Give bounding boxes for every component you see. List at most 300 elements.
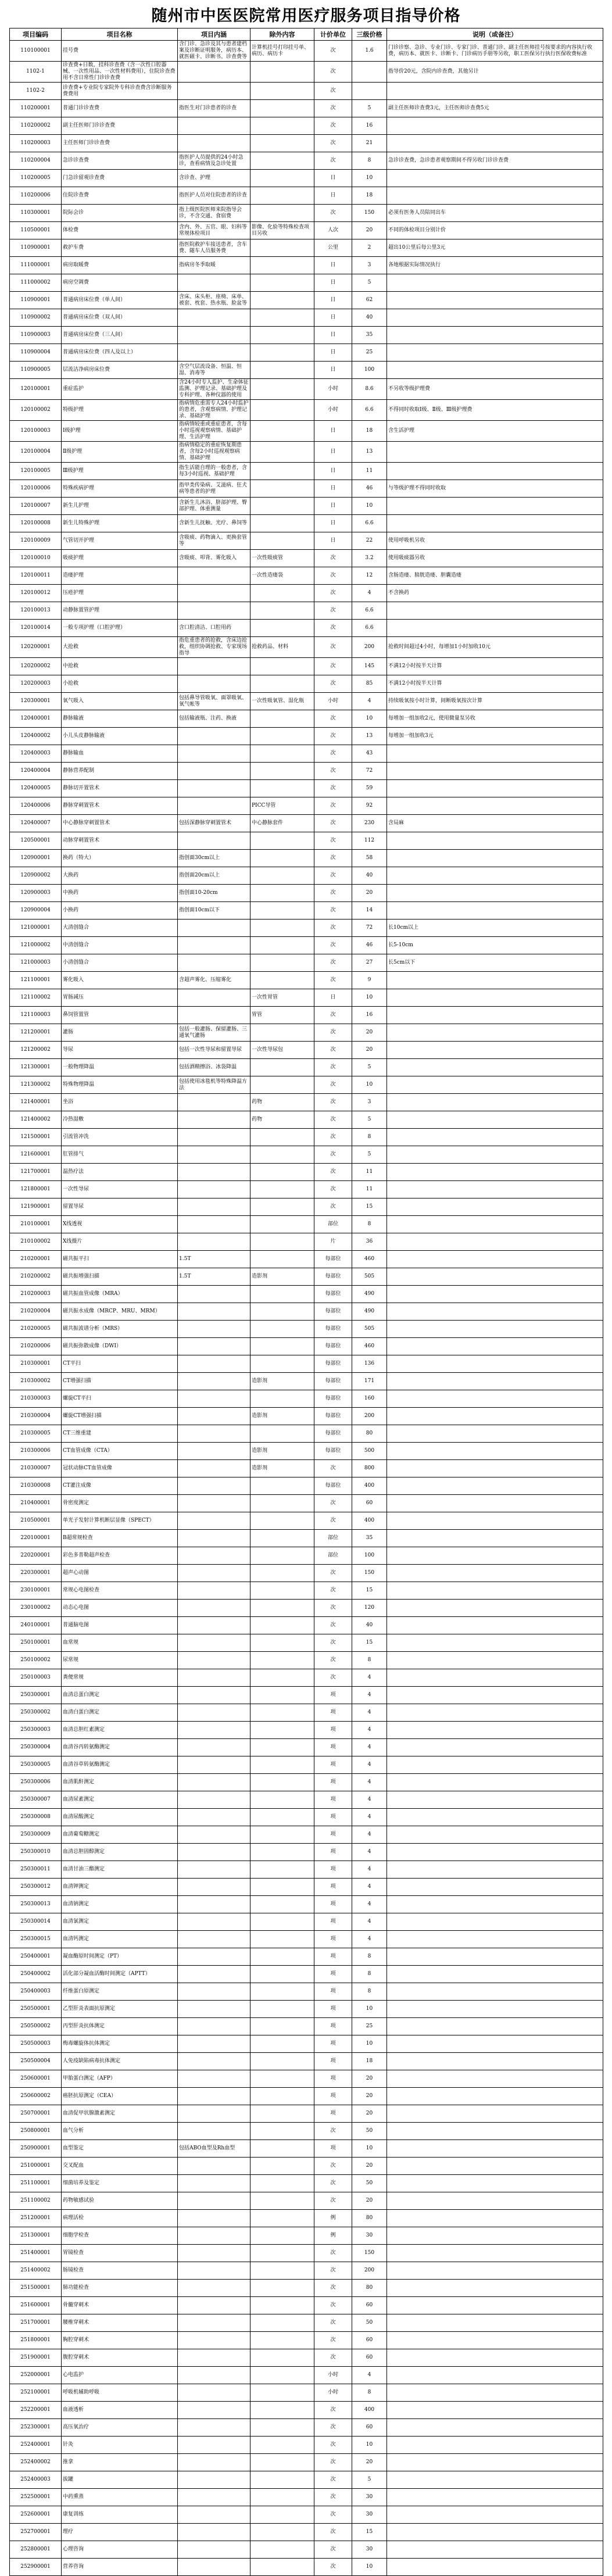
cell-notes: 超出10公里后每公里3元	[387, 239, 603, 257]
cell-unit: 次	[314, 972, 352, 989]
cell-price: 4	[352, 1687, 387, 1704]
table-row	[10, 2070, 603, 2088]
cell-notes: 不得同时收取Ⅰ级、Ⅱ级、Ⅲ级护理费	[387, 400, 603, 421]
cell-price: 35	[352, 327, 387, 344]
cell-code: 120900002	[10, 867, 62, 885]
cell-content	[178, 1181, 250, 1198]
cell-content	[178, 1582, 250, 1600]
cell-unit: 次	[314, 2314, 352, 2332]
cell-name: 冷热湿敷	[62, 1111, 178, 1129]
cell-price: 27	[352, 954, 387, 972]
cell-code: 210200001	[10, 1251, 62, 1268]
table-row	[10, 658, 603, 675]
cell-code: 120100002	[10, 400, 62, 421]
cell-excluded	[250, 205, 314, 222]
cell-name: 大清创缝合	[62, 920, 178, 937]
cell-content	[178, 2105, 250, 2123]
cell-content	[178, 1844, 250, 1861]
cell-name: 螺旋CT平扫	[62, 1390, 178, 1408]
cell-notes	[387, 2419, 603, 2437]
cell-price: 8	[352, 1966, 387, 1983]
cell-notes	[387, 1948, 603, 1966]
cell-name: 血清氯测定	[62, 1913, 178, 1931]
cell-content	[178, 2001, 250, 2018]
table-row	[10, 710, 603, 728]
cell-code: 120100007	[10, 498, 62, 515]
cell-notes	[387, 2123, 603, 2140]
table-row	[10, 2384, 603, 2402]
cell-excluded: 中心静脉套件	[250, 815, 314, 832]
cell-content	[178, 937, 250, 954]
cell-content	[178, 2158, 250, 2175]
cell-code: 110200005	[10, 170, 62, 187]
col-header-notes: 说明（或备注）	[387, 28, 603, 41]
cell-name: 血清总胆红素测定	[62, 1722, 178, 1739]
cell-unit: 次	[314, 1164, 352, 1181]
table-row	[10, 2053, 603, 2070]
cell-price: 4	[352, 1861, 387, 1879]
table-row	[10, 2349, 603, 2367]
cell-name: 骨密度测定	[62, 1495, 178, 1512]
cell-name: 诊查费+专业院专家院外专科诊查费含诊断服务费费用	[62, 83, 178, 100]
cell-content: 指医生对门诊患者的诊查	[178, 100, 250, 117]
cell-price: 60	[352, 2332, 387, 2349]
table-row	[10, 1687, 603, 1704]
cell-content	[178, 1129, 250, 1146]
cell-notes	[387, 1826, 603, 1844]
cell-price: 112	[352, 832, 387, 850]
cell-notes	[387, 1756, 603, 1774]
cell-unit: 次	[314, 2402, 352, 2419]
cell-price: 80	[352, 1425, 387, 1443]
cell-code: 251400001	[10, 2245, 62, 2262]
cell-content	[178, 1879, 250, 1896]
table-row	[10, 1198, 603, 1216]
cell-notes	[387, 885, 603, 902]
cell-content	[178, 309, 250, 327]
cell-notes: 持续吸氧按小时计算，间断吸氧按次计算	[387, 693, 603, 710]
cell-excluded	[250, 885, 314, 902]
table-row	[10, 1164, 603, 1181]
cell-price: 10	[352, 2035, 387, 2053]
cell-name: 动静脉置管护理	[62, 602, 178, 620]
cell-price: 145	[352, 658, 387, 675]
cell-name: 气管切开护理	[62, 532, 178, 550]
cell-name: 肠镜检查	[62, 2262, 178, 2280]
cell-content	[178, 1704, 250, 1722]
cell-unit: 项	[314, 2070, 352, 2088]
cell-name: 一般物理降温	[62, 1059, 178, 1076]
cell-content	[178, 1687, 250, 1704]
cell-notes	[387, 2559, 603, 2576]
cell-notes	[387, 1111, 603, 1129]
cell-excluded	[250, 2018, 314, 2035]
cell-excluded	[250, 832, 314, 850]
cell-unit: 次	[314, 1652, 352, 1669]
cell-code: 251800001	[10, 2332, 62, 2349]
table-row	[10, 1443, 603, 1460]
cell-unit: 项	[314, 1774, 352, 1791]
cell-content: 指病房冬季取暖	[178, 257, 250, 274]
table-row	[10, 1495, 603, 1512]
table-row	[10, 1722, 603, 1739]
cell-content	[178, 1146, 250, 1164]
cell-price: 3	[352, 1094, 387, 1111]
cell-name: 普通病房床位费（四人及以上）	[62, 344, 178, 362]
cell-content: 包括ABO血型及Rh血型	[178, 2140, 250, 2158]
cell-unit: 次	[314, 2349, 352, 2367]
cell-notes	[387, 1739, 603, 1756]
cell-code: 252400002	[10, 2454, 62, 2471]
table-row	[10, 1390, 603, 1408]
cell-price: 20	[352, 2158, 387, 2175]
cell-unit: 项	[314, 1809, 352, 1826]
table-row	[10, 362, 603, 379]
cell-name: 院际会诊	[62, 205, 178, 222]
cell-unit: 例	[314, 2210, 352, 2227]
cell-excluded	[250, 780, 314, 797]
cell-unit: 次	[314, 1495, 352, 1512]
cell-notes	[387, 2454, 603, 2471]
cell-notes	[387, 1286, 603, 1303]
cell-excluded	[250, 1425, 314, 1443]
cell-code: 210200005	[10, 1321, 62, 1338]
cell-name: 温热疗法	[62, 1164, 178, 1181]
cell-content	[178, 675, 250, 693]
table-row	[10, 902, 603, 920]
cell-excluded	[250, 937, 314, 954]
cell-content	[178, 135, 250, 152]
table-row	[10, 745, 603, 763]
cell-code: 250500004	[10, 2053, 62, 2070]
cell-notes: 长5cm以下	[387, 954, 603, 972]
cell-name: 胃镜检查	[62, 2245, 178, 2262]
cell-price: 20	[352, 222, 387, 239]
cell-notes	[387, 2280, 603, 2297]
cell-content	[178, 2419, 250, 2437]
cell-unit: 次	[314, 780, 352, 797]
cell-notes	[387, 2035, 603, 2053]
cell-price: 100	[352, 1547, 387, 1565]
cell-name: 中换药	[62, 885, 178, 902]
cell-unit: 次	[314, 2297, 352, 2314]
cell-excluded: 药物	[250, 1094, 314, 1111]
cell-excluded	[250, 2123, 314, 2140]
cell-notes	[387, 832, 603, 850]
cell-notes	[387, 2227, 603, 2245]
cell-price: 5	[352, 2471, 387, 2489]
cell-unit: 每部位	[314, 1251, 352, 1268]
cell-price: 3.2	[352, 550, 387, 567]
cell-unit: 片	[314, 1233, 352, 1251]
cell-name: 病房取暖费	[62, 257, 178, 274]
cell-name: 磁共振血管成像（MRA）	[62, 1286, 178, 1303]
cell-unit: 日	[314, 170, 352, 187]
cell-price: 10	[352, 2001, 387, 2018]
table-row	[10, 1042, 603, 1059]
cell-notes	[387, 83, 603, 100]
cell-excluded	[250, 2158, 314, 2175]
cell-notes	[387, 2367, 603, 2384]
cell-content: 包括一次性导尿和留置导尿	[178, 1042, 250, 1059]
cell-code: 110900001	[10, 239, 62, 257]
cell-unit: 次	[314, 1600, 352, 1617]
cell-price: 460	[352, 1251, 387, 1268]
cell-name: 磁共振平扫	[62, 1251, 178, 1268]
cell-excluded	[250, 1913, 314, 1931]
cell-price: 13	[352, 442, 387, 463]
cell-content	[178, 2402, 250, 2419]
cell-notes	[387, 1321, 603, 1338]
cell-price: 59	[352, 780, 387, 797]
cell-content: 指甲类传染病、艾滋病、狂犬病等患者的护理	[178, 480, 250, 498]
cell-content	[178, 602, 250, 620]
cell-notes	[387, 1565, 603, 1582]
cell-notes	[387, 2018, 603, 2035]
cell-price: 15	[352, 1634, 387, 1652]
cell-excluded	[250, 100, 314, 117]
cell-content	[178, 1164, 250, 1181]
cell-price: 8	[352, 2384, 387, 2402]
table-row	[10, 2541, 603, 2559]
cell-excluded	[250, 745, 314, 763]
cell-unit: 次	[314, 62, 352, 83]
cell-price: 72	[352, 920, 387, 937]
cell-content: 1.5T	[178, 1251, 250, 1268]
cell-unit: 次	[314, 2158, 352, 2175]
cell-name: 中清创缝合	[62, 937, 178, 954]
cell-name: Ⅲ级护理	[62, 463, 178, 480]
cell-price: 22	[352, 532, 387, 550]
cell-name: 特殊疾病护理	[62, 480, 178, 498]
cell-price: 80	[352, 2280, 387, 2297]
cell-content	[178, 2524, 250, 2541]
cell-name: 氧气吸入	[62, 693, 178, 710]
cell-name: 营养咨询	[62, 2559, 178, 2576]
cell-name: 一次性导尿	[62, 1181, 178, 1198]
table-row	[10, 62, 603, 83]
cell-price: 46	[352, 480, 387, 498]
cell-code: 251400002	[10, 2262, 62, 2280]
cell-notes	[387, 2053, 603, 2070]
cell-code: 121200001	[10, 1024, 62, 1042]
cell-unit: 次	[314, 867, 352, 885]
cell-code: 250400002	[10, 1966, 62, 1983]
table-row	[10, 1634, 603, 1652]
cell-notes	[387, 515, 603, 532]
cell-notes	[387, 1251, 603, 1268]
table-row	[10, 832, 603, 850]
cell-name: 胸腔穿刺术	[62, 2332, 178, 2349]
cell-excluded	[250, 1861, 314, 1879]
cell-notes	[387, 1198, 603, 1216]
cell-price: 8	[352, 152, 387, 170]
cell-content: 指病情危重需专人24小时监护的患者，含观察病情、护理记录、基础护理	[178, 400, 250, 421]
cell-excluded	[250, 327, 314, 344]
cell-excluded	[250, 1704, 314, 1722]
table-row	[10, 937, 603, 954]
cell-excluded	[250, 2192, 314, 2210]
cell-price: 10	[352, 2559, 387, 2576]
cell-price: 60	[352, 2349, 387, 2367]
cell-price: 8	[352, 1948, 387, 1966]
cell-notes	[387, 1355, 603, 1373]
cell-name: 特级护理	[62, 400, 178, 421]
cell-code: 120400001	[10, 710, 62, 728]
table-row	[10, 1338, 603, 1355]
cell-code: 250300001	[10, 1687, 62, 1704]
cell-excluded	[250, 170, 314, 187]
cell-name: X线摄片	[62, 1233, 178, 1251]
cell-excluded: 计算机挂号打印挂号单、病历、病历卡	[250, 41, 314, 62]
table-row	[10, 2314, 603, 2332]
table-row	[10, 585, 603, 602]
table-row	[10, 498, 603, 515]
cell-notes	[387, 989, 603, 1007]
table-row	[10, 1931, 603, 1948]
cell-notes	[387, 1338, 603, 1355]
cell-notes	[387, 2471, 603, 2489]
cell-content	[178, 1390, 250, 1408]
cell-excluded	[250, 62, 314, 83]
cell-content: 包括输液瓶、注药、换液	[178, 710, 250, 728]
cell-excluded: 造影剂	[250, 1268, 314, 1286]
table-row	[10, 1268, 603, 1286]
cell-content	[178, 2175, 250, 2192]
cell-unit: 项	[314, 1983, 352, 2001]
cell-content	[178, 1756, 250, 1774]
cell-notes	[387, 972, 603, 989]
cell-unit: 项	[314, 1879, 352, 1896]
cell-unit: 项	[314, 1966, 352, 1983]
cell-name: 压疮护理	[62, 585, 178, 602]
cell-excluded: 一次性胃管	[250, 989, 314, 1007]
cell-content	[178, 1931, 250, 1948]
table-row	[10, 170, 603, 187]
cell-excluded	[250, 463, 314, 480]
cell-name: 血清钾测定	[62, 1879, 178, 1896]
cell-code: 120400003	[10, 745, 62, 763]
cell-price: 46	[352, 937, 387, 954]
cell-excluded	[250, 2105, 314, 2123]
cell-code: 210300004	[10, 1408, 62, 1425]
cell-unit: 项	[314, 2001, 352, 2018]
cell-notes	[387, 274, 603, 292]
cell-unit: 次	[314, 1617, 352, 1634]
cell-unit: 次	[314, 620, 352, 637]
cell-unit: 次	[314, 585, 352, 602]
cell-price: 9	[352, 972, 387, 989]
cell-name: 康复训练	[62, 2506, 178, 2524]
cell-unit: 次	[314, 885, 352, 902]
cell-code: 120200001	[10, 637, 62, 658]
table-row	[10, 1094, 603, 1111]
cell-name: 体检费	[62, 222, 178, 239]
col-header-code: 项目编码	[10, 28, 62, 41]
cell-name: CT三维重建	[62, 1425, 178, 1443]
cell-name: 血清尿素测定	[62, 1791, 178, 1809]
cell-name: 层流洁净病房床位费	[62, 362, 178, 379]
cell-code: 250300007	[10, 1791, 62, 1809]
cell-name: 重症监护	[62, 379, 178, 400]
cell-content	[178, 585, 250, 602]
cell-price: 10	[352, 2140, 387, 2158]
cell-unit: 次	[314, 2559, 352, 2576]
cell-price: 490	[352, 1286, 387, 1303]
cell-notes: 不含换药	[387, 585, 603, 602]
cell-unit: 日	[314, 498, 352, 515]
cell-notes	[387, 292, 603, 309]
cell-code: 252600001	[10, 2506, 62, 2524]
cell-code: 250300014	[10, 1913, 62, 1931]
cell-name: 一般专项护理（口腔护理）	[62, 620, 178, 637]
cell-unit: 次	[314, 117, 352, 135]
cell-unit: 日	[314, 421, 352, 442]
cell-name: 超声心动图	[62, 1565, 178, 1582]
cell-unit: 次	[314, 1024, 352, 1042]
cell-name: 磁共振弥散成像（DWI）	[62, 1338, 178, 1355]
cell-content: 指病情稳定的重症恢复期患者，含每2小时巡视观察病情、基础护理	[178, 442, 250, 463]
cell-price: 92	[352, 797, 387, 815]
cell-name: 交叉配血	[62, 2158, 178, 2175]
table-row	[10, 480, 603, 498]
cell-name: 血气分析	[62, 2123, 178, 2140]
cell-unit: 次	[314, 675, 352, 693]
cell-notes	[387, 1617, 603, 1634]
cell-price: 8	[352, 1129, 387, 1146]
cell-content: 指生活能自理的一般患者，含每3小时巡视、基础护理	[178, 463, 250, 480]
cell-excluded	[250, 2088, 314, 2105]
cell-notes	[387, 117, 603, 135]
table-row	[10, 1111, 603, 1129]
cell-price: 18	[352, 421, 387, 442]
cell-excluded	[250, 400, 314, 421]
cell-unit: 次	[314, 205, 352, 222]
cell-unit: 小时	[314, 2367, 352, 2384]
cell-price: 12	[352, 567, 387, 585]
cell-code: 250300009	[10, 1826, 62, 1844]
table-header-row	[10, 28, 603, 41]
cell-content	[178, 1948, 250, 1966]
cell-notes: 含肠造瘘、膀胱造瘘、胆囊造瘘	[387, 567, 603, 585]
table-row	[10, 1669, 603, 1687]
cell-name: 血清总胆固醇测定	[62, 1844, 178, 1861]
cell-price: 400	[352, 2402, 387, 2419]
cell-price: 160	[352, 1390, 387, 1408]
table-row	[10, 187, 603, 205]
cell-excluded	[250, 1983, 314, 2001]
cell-name: 雾化吸入	[62, 972, 178, 989]
cell-name: 静脉输血	[62, 745, 178, 763]
table-row	[10, 2227, 603, 2245]
cell-unit: 次	[314, 2192, 352, 2210]
cell-price: 150	[352, 205, 387, 222]
document-title: 随州市中医医院常用医疗服务项目指导价格	[151, 6, 461, 25]
cell-excluded: 一次性吸痰管	[250, 550, 314, 567]
cell-unit: 次	[314, 1198, 352, 1216]
cell-unit: 项	[314, 1791, 352, 1809]
cell-content	[178, 1669, 250, 1687]
cell-unit: 次	[314, 920, 352, 937]
cell-content	[178, 1913, 250, 1931]
cell-name: 中药熏蒸	[62, 2489, 178, 2506]
cell-content	[178, 920, 250, 937]
cell-price: 400	[352, 1512, 387, 1530]
cell-price: 40	[352, 867, 387, 885]
cell-name: 推拿	[62, 2454, 178, 2471]
cell-content: 包括使用冰毯机等特殊降温方法	[178, 1076, 250, 1094]
table-row	[10, 2001, 603, 2018]
